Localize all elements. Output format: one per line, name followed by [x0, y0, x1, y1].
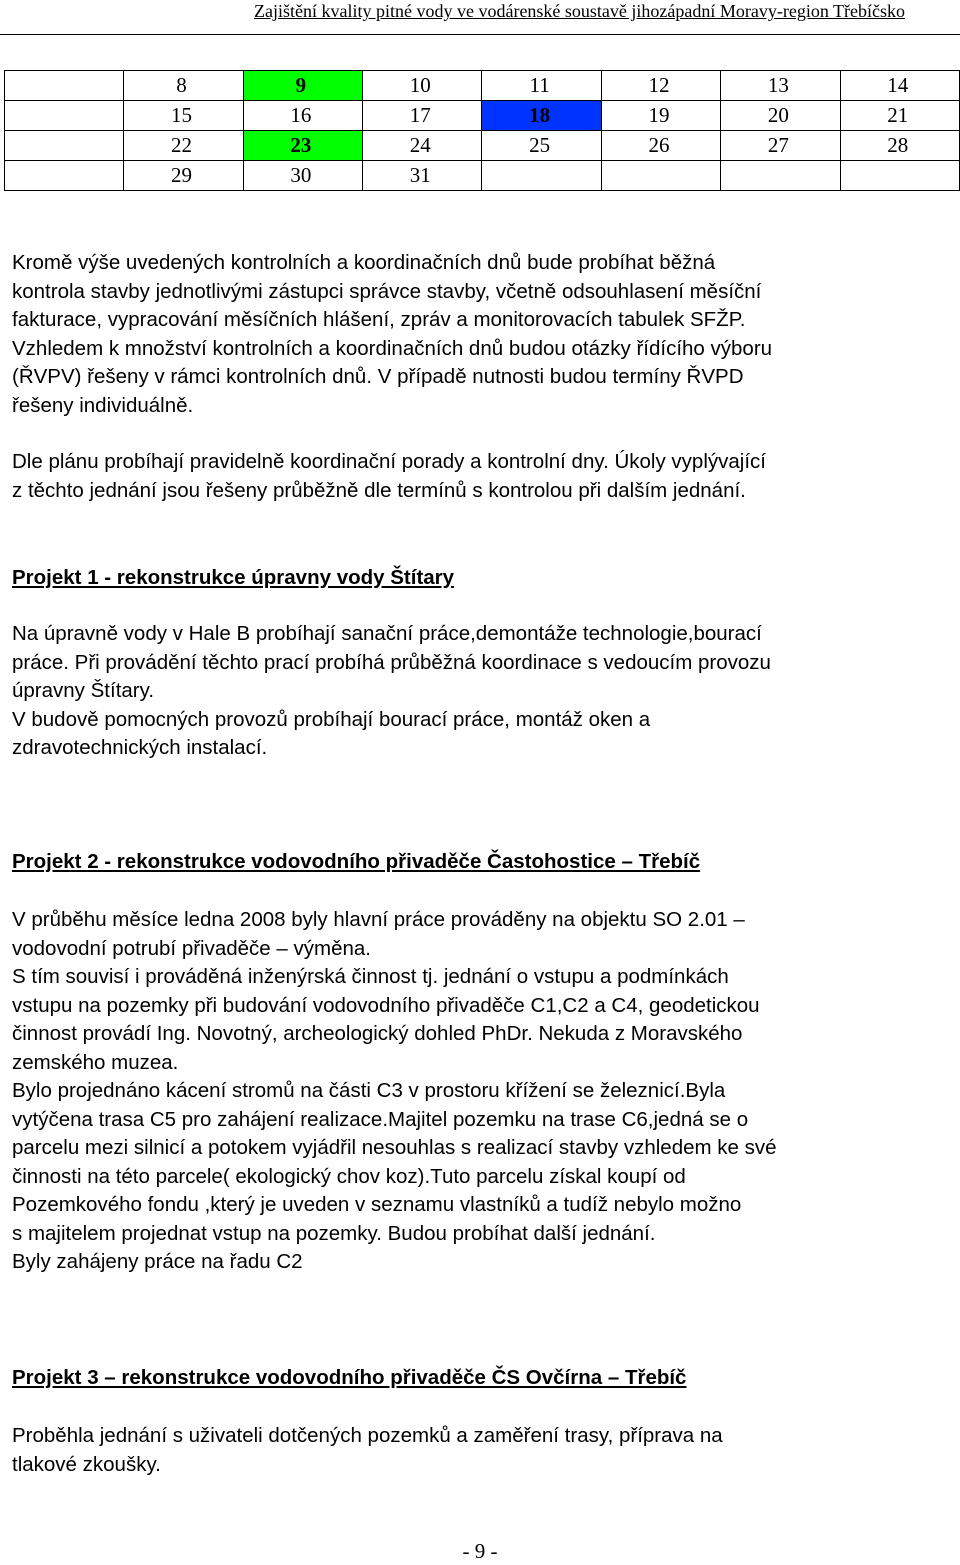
text-line: S tím souvisí i prováděná inženýrská činnost tj. jednání o vstupu a podmínkách	[12, 965, 729, 988]
calendar-day-cell: 8	[124, 71, 243, 101]
project3-paragraph	[12, 1422, 947, 1479]
calendar-row	[5, 131, 960, 161]
calendar-empty-cell	[5, 101, 124, 131]
text-line: s majitelem projednat vstup na pozemky. Budou probíhat další jednání.	[12, 1221, 656, 1245]
calendar-day-cell: 25	[482, 131, 601, 161]
calendar-day-cell	[601, 161, 720, 191]
calendar-day-cell: 28	[840, 131, 959, 161]
calendar-day-cell: 27	[721, 131, 840, 161]
calendar-day-cell: 29	[124, 161, 243, 191]
text-line: V průběhu měsíce ledna 2008 byly hlavní práce prováděny na objektu SO 2.01 –	[12, 908, 745, 931]
text-line: zdravotechnických instalací.	[12, 736, 268, 759]
calendar-day-cell	[482, 161, 601, 191]
calendar-day-cell: 9	[243, 71, 362, 101]
calendar-day-cell: 24	[363, 131, 482, 161]
text-line: Vzhledem k množství kontrolních a koordinačních dnů budou otázky řídícího výboru	[12, 336, 773, 360]
calendar-table	[4, 70, 960, 191]
text-line: Pozemkového fondu ,který je uveden v seznamu vlastníků a tudíž nebylo možno	[12, 1193, 742, 1216]
page-number: - 9 -	[462, 1539, 498, 1563]
text-line: vodovodní potrubí přivaděče – výměna.	[12, 936, 371, 960]
intro-paragraph	[12, 249, 947, 420]
text-line: Kromě výše uvedených kontrolních a koordinačních dnů bude probíhat běžná	[12, 251, 716, 274]
text-line: řešeny individuálně.	[12, 393, 194, 417]
calendar-day-cell: 13	[721, 71, 840, 101]
calendar-day-cell: 26	[601, 131, 720, 161]
text-line: práce. Při provádění těchto prací probíhá průběžná koordinace s vedoucím provozu	[12, 650, 771, 674]
text-line: Na úpravně vody v Hale B probíhají sanační práce,demontáže technologie,bourací	[12, 622, 762, 645]
calendar-empty-cell	[5, 71, 124, 101]
text-line: Proběhla jednání s uživateli dotčených pozemků a zaměření trasy, příprava na	[12, 1424, 723, 1447]
calendar-day-cell: 17	[363, 101, 482, 131]
text-line: z těchto jednání jsou řešeny průběžně dle termínů s kontrolou při dalším jednání.	[12, 478, 746, 502]
calendar-day-cell: 12	[601, 71, 720, 101]
calendar-row	[5, 101, 960, 131]
text-line: Bylo projednáno kácení stromů na části C3 v prostoru křížení se železnicí.Byla	[12, 1079, 726, 1102]
calendar-day-cell: 19	[601, 101, 720, 131]
project1-heading: Projekt 1 - rekonstrukce úpravny vody Štítary	[12, 566, 455, 589]
text-line: Dle plánu probíhají pravidelně koordinační porady a kontrolní dny. Úkoly vyplývající	[12, 450, 766, 473]
text-line: kontrola stavby jednotlivými zástupci správce stavby, včetně odsouhlasení měsíční	[12, 279, 762, 303]
calendar-day-cell: 21	[840, 101, 959, 131]
text-line: Byly zahájeny práce na řadu C2	[12, 1250, 303, 1273]
project2-heading: Projekt 2 - rekonstrukce vodovodního přivaděče Častohostice – Třebíč	[12, 850, 701, 873]
calendar-day-cell: 14	[840, 71, 959, 101]
text-line: parcelu mezi silnicí a potokem vyjádřil nesouhlas s realizací stavby vzhledem ke své	[12, 1136, 777, 1159]
text-line: činnosti na této parcele( ekologický chov koz).Tuto parcelu získal koupí od	[12, 1164, 686, 1188]
text-line: zemského muzea.	[12, 1050, 179, 1074]
calendar-day-cell: 10	[363, 71, 482, 101]
meetings-paragraph	[12, 448, 947, 505]
header-title: Zajištění kvality pitné vody ve vodárenské soustavě jihozápadní Moravy-region Třebíčsko	[254, 1, 905, 21]
project2-paragraph	[12, 906, 947, 1277]
calendar-day-cell: 11	[482, 71, 601, 101]
calendar-day-cell: 30	[243, 161, 362, 191]
text-line: vstupu na pozemky při budování vodovodního přivaděče C1,C2 a C4, geodetickou	[12, 993, 760, 1017]
calendar-day-cell: 15	[124, 101, 243, 131]
calendar-day-cell	[840, 161, 959, 191]
calendar-row	[5, 161, 960, 191]
text-line: úpravny Štítary.	[12, 679, 155, 702]
calendar-day-cell: 20	[721, 101, 840, 131]
calendar-day-cell: 18	[482, 101, 601, 131]
calendar-empty-cell	[5, 161, 124, 191]
calendar-day-cell: 22	[124, 131, 243, 161]
calendar-empty-cell	[5, 131, 124, 161]
page-header	[0, 0, 960, 35]
calendar-day-cell: 31	[363, 161, 482, 191]
project1-paragraph	[12, 620, 947, 763]
text-line: fakturace, vypracování měsíčních hlášení, zpráv a monitorovacích tabulek SFŽP.	[12, 308, 746, 331]
text-line: vytýčena trasa C5 pro zahájení realizace.Majitel pozemku na trase C6,jedná se o	[12, 1107, 749, 1131]
calendar-day-cell: 16	[243, 101, 362, 131]
text-line: tlakové zkoušky.	[12, 1452, 161, 1476]
text-line: (ŘVPV) řešeny v rámci kontrolních dnů. V případě nutnosti budou termíny ŘVPD	[12, 365, 744, 388]
project3-heading: Projekt 3 – rekonstrukce vodovodního přivaděče ČS Ovčírna – Třebíč	[12, 1366, 687, 1389]
calendar-day-cell	[721, 161, 840, 191]
text-line: činnost provádí Ing. Novotný, archeologický dohled PhDr. Nekuda z Moravského	[12, 1022, 743, 1045]
calendar-row	[5, 71, 960, 101]
text-line: V budově pomocných provozů probíhají bourací práce, montáž oken a	[12, 707, 651, 731]
calendar-day-cell: 23	[243, 131, 362, 161]
